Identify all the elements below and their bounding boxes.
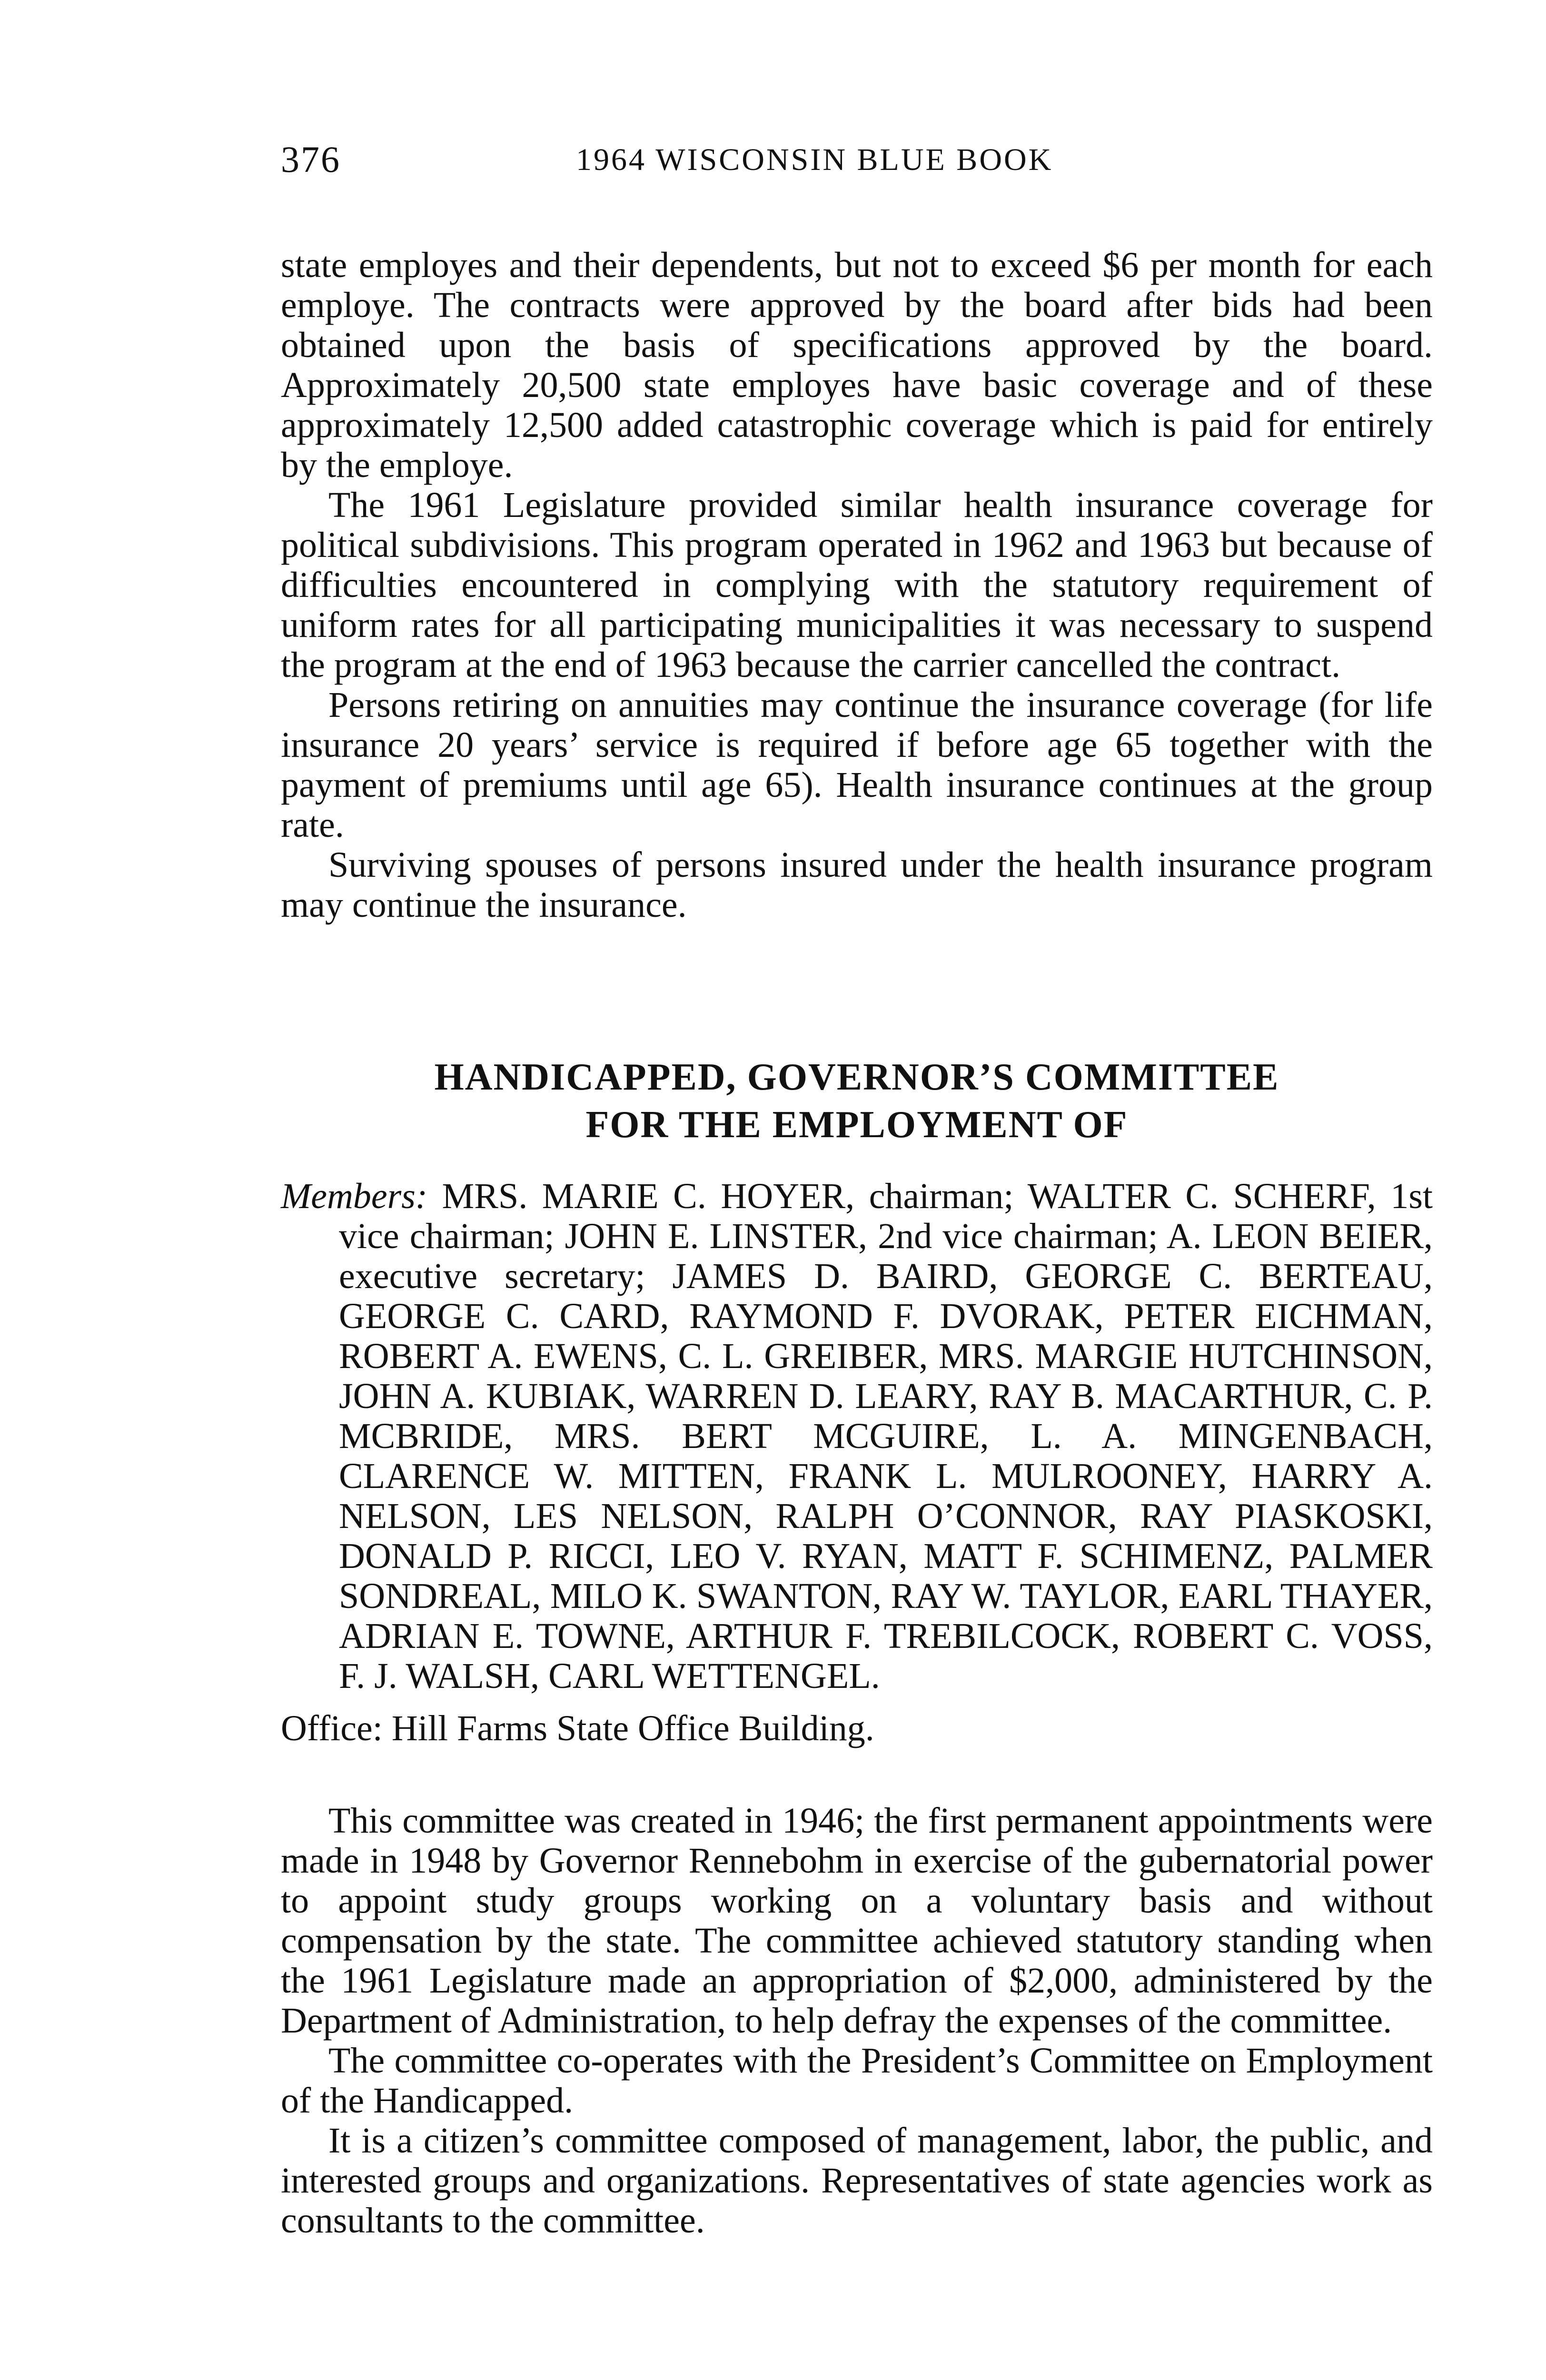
members-names: MRS. MARIE C. HOYER, chairman; WALTER C. SCHERF, 1st vice chairman; JOHN E. LINSTER, 2nd vice chairman; A. LEON BEIER, executive secretary; JAMES D. BAIRD, GEORGE C. BERTEAU, GEORGE C. CARD, RAYMOND F. DVORAK, PETER EICHMAN, ROBERT A. EWENS, C. L. GREIBER, MRS. MARGIE HUTCHINSON, JOHN A. KUBIAK, WARREN D. LEARY, RAY B. MACARTHUR, C. P. MCBRIDE, MRS. BERT MCGUIRE, L. A. MINGENBACH, CLARENCE W. MITTEN, FRANK L. MULROONEY, HARRY A. NELSON, LES NELSON, RALPH O’CONNOR, RAY PIASKOSKI, DONALD P. RICCI, LEO V. RYAN, MATT F. SCHIMENZ, PALMER SONDREAL, MILO K. SWANTON, RAY W. TAYLOR, EARL THAYER, ADRIAN E. TOWNE, ARTHUR F. TREBILCOCK, ROBERT C. VOSS, F. J. WALSH, CARL WETTENGEL. xyxy=(339,1176,1433,1696)
section-heading-line: FOR THE EMPLOYMENT OF xyxy=(585,1104,1128,1146)
page-number: 376 xyxy=(281,139,341,180)
section-heading-line: HANDICAPPED, GOVERNOR’S COMMITTEE xyxy=(434,1056,1279,1098)
continued-section-text xyxy=(281,245,1433,925)
paragraph: The committee co-operates with the President’s Committee on Employment of the Handicapped. xyxy=(281,2041,1433,2121)
section-heading xyxy=(281,1053,1433,1149)
document-page xyxy=(281,138,1433,2241)
office-address: Office: Hill Farms State Office Building. xyxy=(281,1708,874,1748)
running-title: 1964 WISCONSIN BLUE BOOK xyxy=(576,142,1053,177)
paragraph: The 1961 Legislature provided similar health insurance coverage for political subdivisions. This program operated in 1962 and 1963 but because of difficulties encountered in complying with the statutory requirement of uniform rates for all participating municipalities it was necessary to suspend the program at the end of 1963 because the carrier cancelled the contract. xyxy=(281,485,1433,685)
section-body-text xyxy=(281,1801,1433,2241)
members-list xyxy=(281,1176,1433,1696)
paragraph: It is a citizen’s committee composed of management, labor, the public, and interested groups and organizations. Representatives of state agencies work as consultants to the committee. xyxy=(281,2121,1433,2241)
paragraph: This committee was created in 1946; the first permanent appointments were made in 1948 by Governor Rennebohm in exercise of the gubernatorial power to appoint study groups working on a voluntary basis and without compensation by the state. The committee achieved statutory standing when the 1961 Legislature made an appropriation of $2,000, administered by the Department of Administration, to help defray the expenses of the committee. xyxy=(281,1801,1433,2041)
members-label: Members: xyxy=(281,1176,428,1216)
paragraph: state employes and their dependents, but not to exceed $6 per month for each employe. The contracts were approved by the board after bids had been obtained upon the basis of specifications approved by the board. Approximately 20,500 state employes have basic coverage and of these approximately 12,500 added catastrophic coverage which is paid for entirely by the employe. xyxy=(281,245,1433,485)
paragraph: Persons retiring on annuities may continue the insurance coverage (for life insurance 20 years’ service is required if before age 65 together with the payment of premiums until age 65). Health insurance continues at the group rate. xyxy=(281,685,1433,845)
running-header xyxy=(281,138,1433,190)
paragraph: Surviving spouses of persons insured under the health insurance program may continue the insurance. xyxy=(281,845,1433,925)
